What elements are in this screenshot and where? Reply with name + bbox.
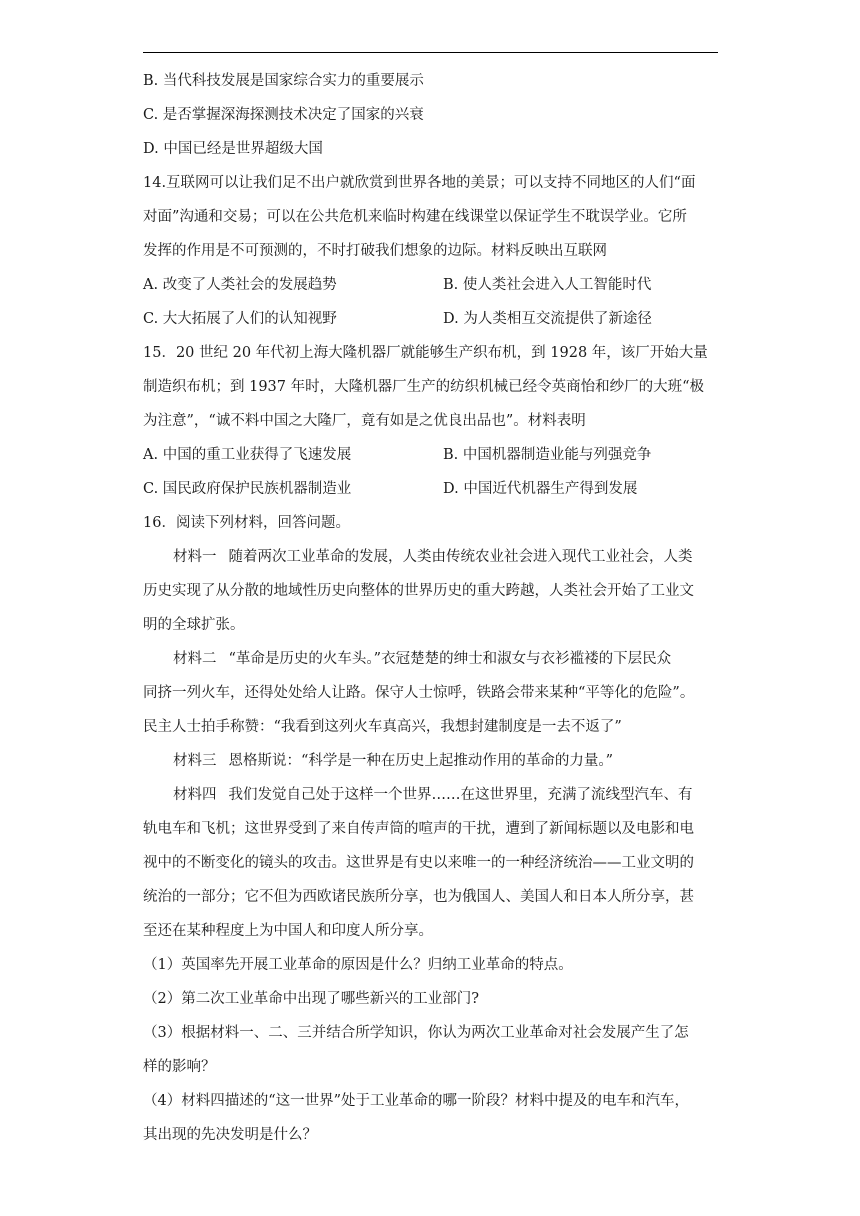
q15-option-d[interactable]: D. 中国近代机器生产得到发展 — [443, 481, 638, 497]
q14-options-row — [143, 302, 723, 336]
material-1-text: 随着两次工业革命的发展，人类由传统农业社会进入现代工业社会，人类 — [228, 549, 693, 565]
q15-stem-line: 15．20 世纪 20 年代初上海大隆机器厂就能够生产织布机，到 1928 年，该厂开始大量 — [143, 345, 708, 361]
q14-option-d[interactable]: D. 为人类相互交流提供了新途径 — [443, 311, 652, 327]
q15-option-a[interactable]: A. 中国的重工业获得了飞速发展 — [143, 447, 352, 463]
q13-option-c[interactable]: C. 是否掌握深海探测技术决定了国家的兴衰 — [143, 107, 424, 123]
material-3-label: 材料三 — [173, 753, 217, 769]
sub-question-3: （3）根据材料一、二、三并结合所学知识，你认为两次工业革命对社会发展产生了怎 — [143, 1025, 689, 1041]
header-rule — [143, 52, 718, 53]
material-4-line: 统治的一部分；它不但为西欧诸民族所分享，也为俄国人、美国人和日本人所分享，甚 — [143, 889, 694, 905]
material-2-line: 民主人士拍手称赞：“我看到这列火车真高兴，我想封建制度是一去不返了” — [143, 719, 622, 735]
q14-stem-line: 发挥的作用是不可预测的，不时打破我们想象的边际。材料反映出互联网 — [143, 243, 607, 259]
document-body — [143, 64, 723, 1152]
material-1-line — [143, 540, 723, 574]
q15-stem-line: 制造织布机；到 1937 年时，大隆机器厂生产的纺织机械已经令英商怡和纱厂的大班“极 — [143, 379, 705, 395]
sub-question-2: （2）第二次工业革命中出现了哪些新兴的工业部门? — [143, 991, 479, 1007]
q14-option-c[interactable]: C. 大大拓展了人们的认知视野 — [143, 311, 337, 327]
q14-options-row — [143, 268, 723, 302]
material-4-label: 材料四 — [173, 787, 217, 803]
material-4-line: 视中的不断变化的镜头的攻击。这世界是有史以来唯一的一种经济统治——工业文明的 — [143, 855, 694, 871]
material-1-line: 历史实现了从分散的地域性历史向整体的世界历史的重大跨越，人类社会开始了工业文 — [143, 583, 694, 599]
sub-question-3: 样的影响？ — [143, 1059, 216, 1075]
q13-option-b[interactable]: B. 当代科技发展是国家综合实力的重要展示 — [143, 73, 424, 89]
material-1-line: 明的全球扩张。 — [143, 617, 245, 633]
q13-option-d[interactable]: D. 中国已经是世界超级大国 — [143, 141, 323, 157]
q14-stem-line: 14.互联网可以让我们足不出户就欣赏到世界各地的美景；可以支持不同地区的人们“面 — [143, 175, 696, 191]
q14-option-a[interactable]: A. 改变了人类社会的发展趋势 — [143, 277, 337, 293]
sub-question-4: （4）材料四描述的“这一世界”处于工业革命的哪一阶段？材料中提及的电车和汽车， — [143, 1093, 690, 1109]
sub-question-4: 其出现的先决发明是什么？ — [143, 1127, 317, 1143]
material-2-line: 同挤一列火车，还得处处给人让路。保守人士惊呼，铁路会带来某种“平等化的危险”。 — [143, 685, 695, 701]
material-1-label: 材料一 — [173, 549, 217, 565]
material-3-line — [143, 744, 723, 778]
q15-options-row — [143, 438, 723, 472]
q14-option-b[interactable]: B. 使人类社会进入人工智能时代 — [443, 277, 652, 293]
material-2-label: 材料二 — [173, 651, 217, 667]
q16-intro: 16．阅读下列材料，回答问题。 — [143, 515, 350, 531]
material-2-line — [143, 642, 723, 676]
q15-option-c[interactable]: C. 国民政府保护民族机器制造业 — [143, 481, 352, 497]
sub-question-1: （1）英国率先开展工业革命的原因是什么？归纳工业革命的特点。 — [143, 957, 573, 973]
q15-option-b[interactable]: B. 中国机器制造业能与列强竞争 — [443, 447, 652, 463]
material-3-text: 恩格斯说：“科学是一种在历史上起推动作用的革命的力量。” — [228, 753, 614, 769]
material-4-text: 我们发觉自己处于这样一个世界……在这世界里，充满了流线型汽车、有 — [228, 787, 693, 803]
material-4-line — [143, 778, 723, 812]
q15-stem-line: 为注意”，“诚不料中国之大隆厂，竟有如是之优良出品也”。材料表明 — [143, 413, 586, 429]
material-4-line: 轨电车和飞机；这世界受到了来自传声筒的喧声的干扰，遭到了新闻标题以及电影和电 — [143, 821, 694, 837]
material-2-text: “革命是历史的火车头。”衣冠楚楚的绅士和淑女与衣衫褴褛的下层民众 — [228, 651, 672, 667]
material-4-line: 至还在某种程度上为中国人和印度人所分享。 — [143, 923, 433, 939]
q14-stem-line: 对面”沟通和交易；可以在公共危机来临时构建在线课堂以保证学生不耽误学业。它所 — [143, 209, 687, 225]
q15-options-row — [143, 472, 723, 506]
